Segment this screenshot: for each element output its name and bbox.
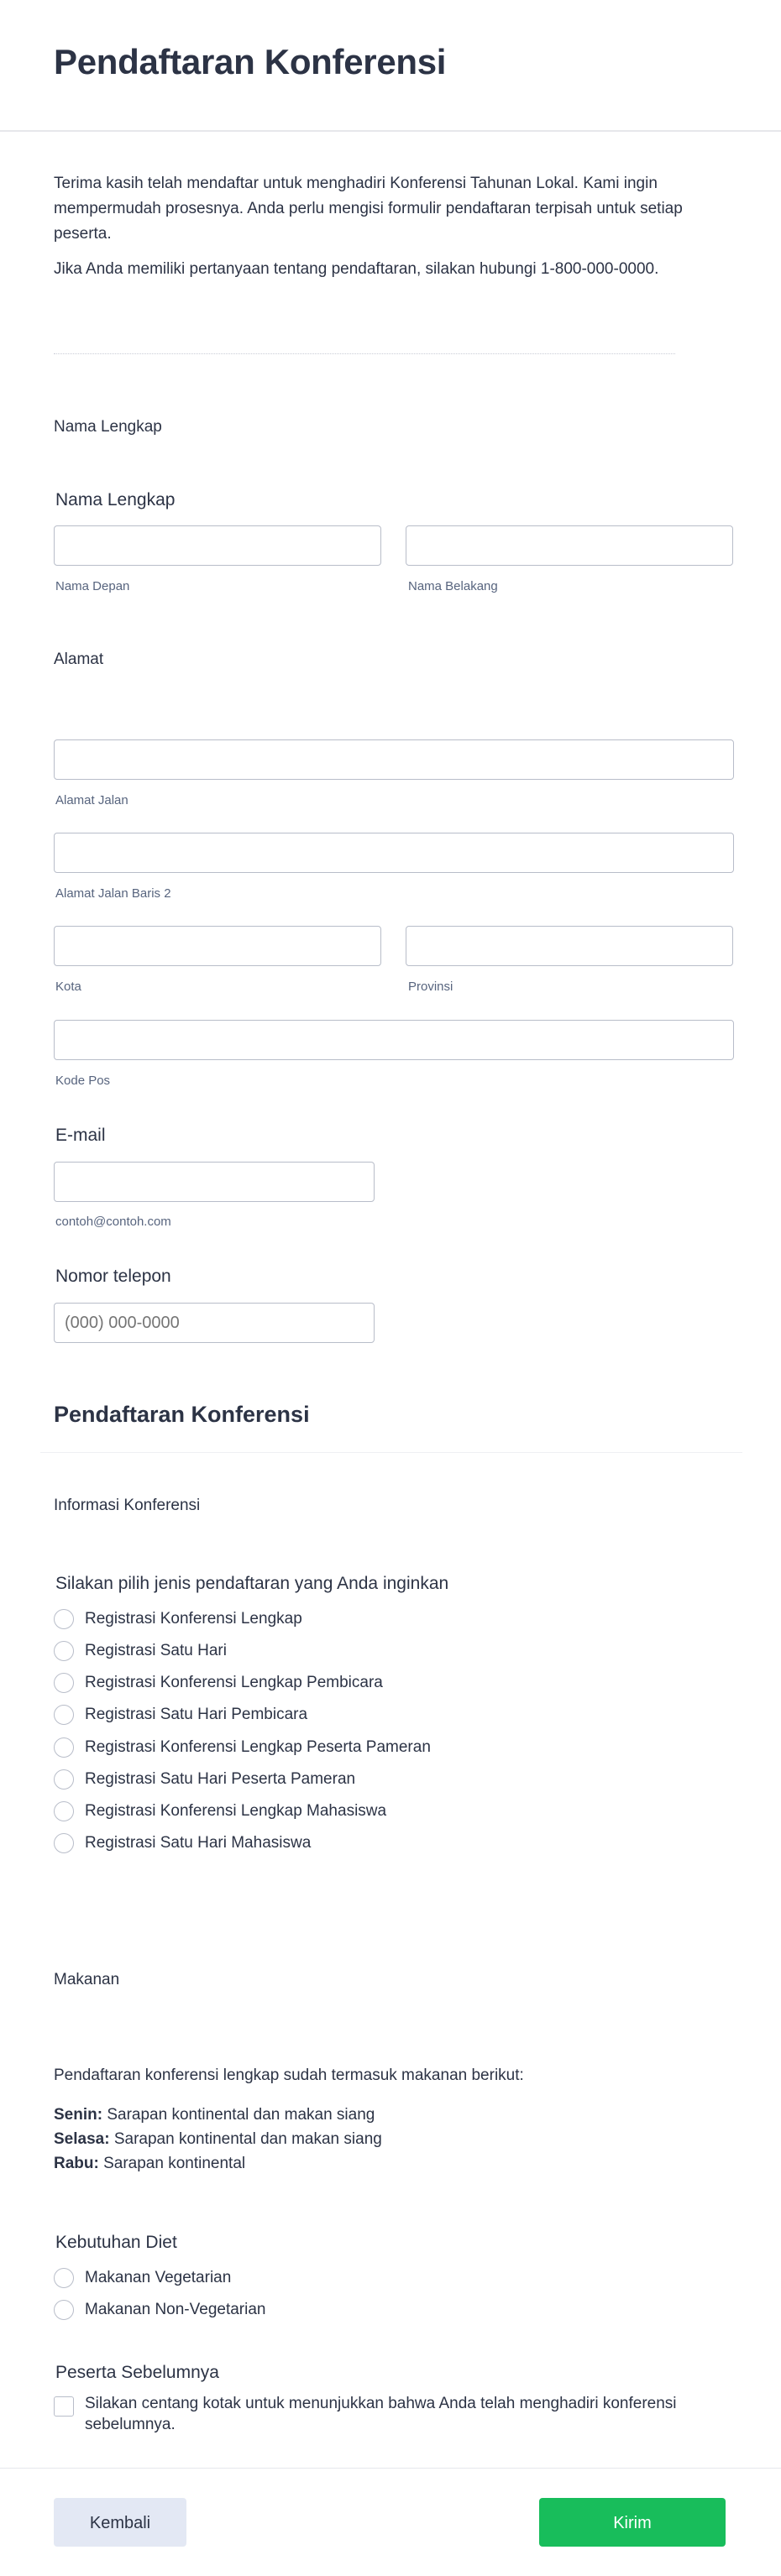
street-address-line2-sublabel: Alamat Jalan Baris 2	[55, 886, 171, 901]
province-input[interactable]	[406, 926, 733, 966]
first-name-input[interactable]	[54, 525, 381, 566]
email-sublabel: contoh@contoh.com	[55, 1215, 171, 1229]
previous-attendee-text: Silakan centang kotak untuk menunjukkan bahwa Anda telah menghadiri konferensi sebelumnya.	[85, 2395, 677, 2433]
diet-option-non-vegetarian[interactable]: Makanan Non-Vegetarian	[54, 2298, 265, 2322]
radio-button[interactable]	[54, 1737, 74, 1758]
previous-attendee-label: Peserta Sebelumnya	[55, 2363, 219, 2382]
previous-attendee-checkbox[interactable]	[54, 2396, 74, 2417]
radio-button[interactable]	[54, 1641, 74, 1661]
full-name-label: Nama Lengkap	[55, 490, 176, 509]
city-sublabel: Kota	[55, 980, 81, 994]
registration-option[interactable]: Registrasi Satu Hari	[54, 1639, 227, 1663]
address-heading: Alamat	[54, 651, 104, 668]
zip-code-input[interactable]	[54, 1020, 734, 1060]
radio-button[interactable]	[54, 1673, 74, 1693]
meals-intro: Pendaftaran konferensi lengkap sudah termasuk makanan berikut:	[54, 2067, 524, 2084]
footer-divider	[0, 2468, 781, 2469]
intro-paragraph-1: Terima kasih telah mendaftar untuk menghadiri Konferensi Tahunan Lokal. Kami ingin mempermudah prosesnya. Anda perlu mengisi formulir pendaftaran terpisah untuk setiap peserta.	[54, 175, 683, 243]
street-address-input[interactable]	[54, 739, 734, 780]
registration-option[interactable]: Registrasi Konferensi Lengkap Peserta Pameran	[54, 1736, 431, 1759]
province-sublabel: Provinsi	[408, 980, 453, 994]
last-name-sublabel: Nama Belakang	[408, 579, 498, 593]
phone-input[interactable]	[54, 1303, 375, 1343]
diet-option-vegetarian[interactable]: Makanan Vegetarian	[54, 2266, 231, 2290]
registration-option[interactable]: Registrasi Satu Hari Mahasiswa	[54, 1831, 311, 1855]
radio-button[interactable]	[54, 1833, 74, 1853]
street-address-line2-input[interactable]	[54, 833, 734, 873]
registration-option[interactable]: Registrasi Konferensi Lengkap Mahasiswa	[54, 1800, 386, 1823]
radio-button[interactable]	[54, 1801, 74, 1821]
last-name-input[interactable]	[406, 525, 733, 566]
form-header	[0, 0, 781, 132]
intro-paragraph-2: Jika Anda memiliki pertanyaan tentang pendaftaran, silakan hubungi 1-800-000-0000.	[54, 260, 659, 278]
page-title: Pendaftaran Konferensi	[54, 42, 447, 81]
registration-type-question: Silakan pilih jenis pendaftaran yang Anda inginkan	[55, 1574, 449, 1593]
zip-code-sublabel: Kode Pos	[55, 1074, 111, 1088]
radio-button[interactable]	[54, 2300, 74, 2320]
email-label: E-mail	[55, 1126, 106, 1145]
first-name-sublabel: Nama Depan	[55, 579, 130, 593]
name-section-heading: Nama Lengkap	[54, 418, 162, 436]
street-address-sublabel: Alamat Jalan	[55, 793, 128, 807]
meal-item: Senin: Sarapan kontinental dan makan siang	[54, 2106, 375, 2124]
dotted-divider	[54, 353, 675, 354]
conference-info-heading: Informasi Konferensi	[54, 1497, 201, 1514]
meal-item: Rabu: Sarapan kontinental	[54, 2155, 246, 2172]
registration-option[interactable]: Registrasi Satu Hari Pembicara	[54, 1703, 307, 1727]
back-button[interactable]: Kembali	[54, 2498, 186, 2547]
intro-text	[54, 171, 726, 292]
city-input[interactable]	[54, 926, 381, 966]
diet-label: Kebutuhan Diet	[55, 2233, 177, 2252]
phone-label: Nomor telepon	[55, 1267, 171, 1286]
radio-button[interactable]	[54, 1769, 74, 1790]
meals-heading: Makanan	[54, 1971, 120, 1988]
meal-item: Selasa: Sarapan kontinental dan makan siang	[54, 2130, 382, 2148]
email-input[interactable]	[54, 1162, 375, 1202]
section-divider	[40, 1452, 742, 1453]
radio-button[interactable]	[54, 2268, 74, 2288]
submit-button[interactable]: Kirim	[539, 2498, 726, 2547]
registration-option[interactable]: Registrasi Satu Hari Peserta Pameran	[54, 1768, 355, 1791]
registration-option[interactable]: Registrasi Konferensi Lengkap Pembicara	[54, 1671, 383, 1695]
radio-button[interactable]	[54, 1609, 74, 1629]
conference-section-title: Pendaftaran Konferensi	[54, 1402, 310, 1427]
radio-button[interactable]	[54, 1705, 74, 1725]
registration-option[interactable]: Registrasi Konferensi Lengkap	[54, 1607, 302, 1631]
